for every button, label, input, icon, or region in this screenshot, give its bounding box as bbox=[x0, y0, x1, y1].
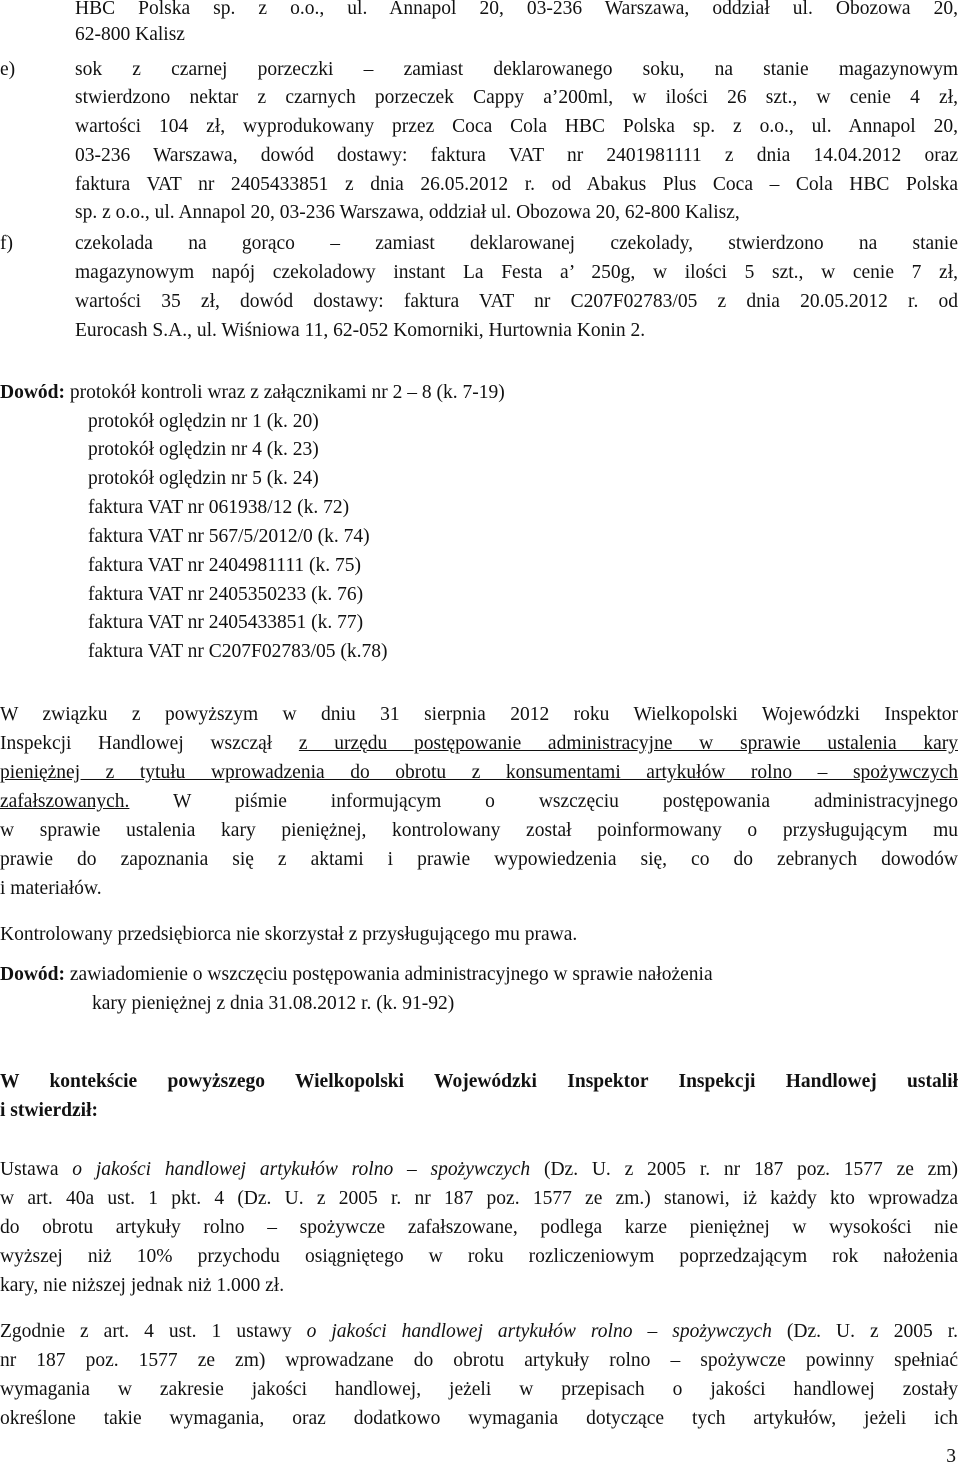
evidence-label: Dowód: bbox=[0, 964, 66, 985]
paragraph-line: Inspekcji Handlowej wszczął z urzędu postępowanie administracyjne w sprawie ustalenia kary bbox=[0, 733, 958, 754]
underlined-text: z urzędu postępowanie administracyjne w sprawie ustalenia kary bbox=[298, 733, 958, 754]
text-line: wartości 35 zł, dowód dostawy: faktura VAT nr C207F02783/05 z dnia 20.05.2012 r. od bbox=[75, 291, 958, 312]
underlined-text: zafałszowanych. bbox=[0, 791, 130, 812]
text-line: stwierdzono nektar z czarnych porzeczek Cappy a’200ml, w ilości 26 szt., w cenie 4 zł, bbox=[75, 87, 958, 108]
text-line: Eurocash S.A., ul. Wiśniowa 11, 62-052 Komorniki, Hurtownia Konin 2. bbox=[75, 320, 646, 341]
evidence-item: faktura VAT nr 2404981111 (k. 75) bbox=[88, 555, 361, 576]
text-line: HBC Polska sp. z o.o., ul. Annapol 20, 03-236 Warszawa, oddział ul. Obozowa 20, bbox=[75, 0, 958, 19]
paragraph-line: zafałszowanych. W piśmie informującym o wszczęciu postępowania administracyjnego bbox=[0, 791, 958, 812]
paragraph-line: w art. 40a ust. 1 pkt. 4 (Dz. U. z 2005 r. nr 187 poz. 1577 ze zm.) stanowi, iż każdy kto wprowadza bbox=[0, 1188, 958, 1209]
text-line: 62-800 Kalisz bbox=[75, 24, 185, 45]
evidence-item: faktura VAT nr C207F02783/05 (k.78) bbox=[88, 641, 388, 662]
evidence-item: faktura VAT nr 2405433851 (k. 77) bbox=[88, 612, 364, 633]
page-number: 3 bbox=[946, 1446, 956, 1467]
evidence-line bbox=[0, 380, 505, 406]
paragraph-line: Ustawa o jakości handlowej artykułów rolno – spożywczych (Dz. U. z 2005 r. nr 187 poz. 1577 ze zm) bbox=[0, 1159, 959, 1180]
list-item-f: czekolada na gorąco – zamiast deklarowanej czekolady, stwierdzono na stanie bbox=[75, 233, 958, 254]
list-label-e: e) bbox=[0, 59, 16, 80]
list-item-e: sok z czarnej porzeczki – zamiast deklarowanego soku, na stanie magazynowym bbox=[75, 59, 958, 80]
evidence-item: protokół oględzin nr 4 (k. 23) bbox=[88, 439, 319, 460]
paragraph-line: wymagania w zakresie jakości handlowej, jeżeli w przepisach o jakości handlowej zostały bbox=[0, 1379, 958, 1400]
paragraph-line: Zgodnie z art. 4 ust. 1 ustawy o jakości handlowej artykułów rolno – spożywczych (Dz. U. z 2005 r. bbox=[0, 1321, 959, 1342]
section-heading: W kontekście powyższego Wielkopolski Wojewódzki Inspektor Inspekcji Handlowej ustalił bbox=[0, 1071, 958, 1092]
evidence-item: faktura VAT nr 2405350233 (k. 76) bbox=[88, 584, 364, 605]
paragraph-line: wyższej niż 10% przychodu osiągniętego w roku rozliczeniowym poprzedzającym rok nałożenia bbox=[0, 1246, 958, 1267]
evidence-item: faktura VAT nr 567/5/2012/0 (k. 74) bbox=[88, 526, 370, 547]
paragraph-line: Kontrolowany przedsiębiorca nie skorzystał z przysługującego mu prawa. bbox=[0, 924, 578, 945]
paragraph-line: pieniężnej z tytułu wprowadzenia do obrotu z konsumentami artykułów rolno – spożywczych bbox=[0, 762, 958, 783]
paragraph-line: do obrotu artykuły rolno – spożywcze zafałszowane, podlega karze pieniężnej w wysokości nie bbox=[0, 1217, 958, 1238]
paragraph-line: nr 187 poz. 1577 ze zm) wprowadzane do obrotu artykuły rolno – spożywcze powinny spełniać bbox=[0, 1350, 958, 1371]
evidence-label: Dowód: bbox=[0, 382, 66, 403]
evidence-text: zawiadomienie o wszczęciu postępowania administracyjnego w sprawie nałożenia bbox=[65, 964, 713, 985]
evidence-text: protokół kontroli wraz z załącznikami nr 2 – 8 (k. 7-19) bbox=[65, 382, 505, 403]
evidence-item: faktura VAT nr 061938/12 (k. 72) bbox=[88, 497, 350, 518]
text-line: faktura VAT nr 2405433851 z dnia 26.05.2012 r. od Abakus Plus Coca – Cola HBC Polska bbox=[75, 174, 958, 195]
evidence-item: protokół oględzin nr 1 (k. 20) bbox=[88, 411, 319, 432]
paragraph-line: kary, nie niższej jednak niż 1.000 zł. bbox=[0, 1275, 285, 1296]
italic-text: o jakości handlowej artykułów rolno – spożywczych bbox=[306, 1321, 772, 1342]
evidence-item: protokół oględzin nr 5 (k. 24) bbox=[88, 468, 319, 489]
paragraph-line: i materiałów. bbox=[0, 878, 102, 899]
paragraph-line: w sprawie ustalenia kary pieniężnej, kontrolowany został poinformowany o przysługującym mu bbox=[0, 820, 958, 841]
paragraph-line: określone takie wymagania, oraz dodatkowo wymagania dotyczące tych artykułów, jeżeli ich bbox=[0, 1408, 958, 1429]
evidence-line bbox=[0, 962, 713, 988]
italic-text: o jakości handlowej artykułów rolno – spożywczych bbox=[72, 1159, 531, 1180]
list-label-f: f) bbox=[0, 233, 13, 254]
evidence-line: kary pieniężnej z dnia 31.08.2012 r. (k. 91-92) bbox=[92, 993, 455, 1014]
paragraph-line: W związku z powyższym w dniu 31 sierpnia 2012 roku Wielkopolski Wojewódzki Inspektor bbox=[0, 704, 958, 725]
text-line: magazynowym napój czekoladowy instant La Festa a’ 250g, w ilości 5 szt., w cenie 7 zł, bbox=[75, 262, 958, 283]
text-line: sp. z o.o., ul. Annapol 20, 03-236 Warszawa, oddział ul. Obozowa 20, 62-800 Kalisz, bbox=[75, 202, 740, 223]
section-heading: i stwierdził: bbox=[0, 1100, 99, 1121]
text-line: wartości 104 zł, wyprodukowany przez Coca Cola HBC Polska sp. z o.o., ul. Annapol 20, bbox=[75, 116, 958, 137]
text-line: 03-236 Warszawa, dowód dostawy: faktura VAT nr 2401981111 z dnia 14.04.2012 oraz bbox=[75, 145, 958, 166]
paragraph-line: prawie do zapoznania się z aktami i prawie wypowiedzenia się, co do zebranych dowodów bbox=[0, 849, 958, 870]
